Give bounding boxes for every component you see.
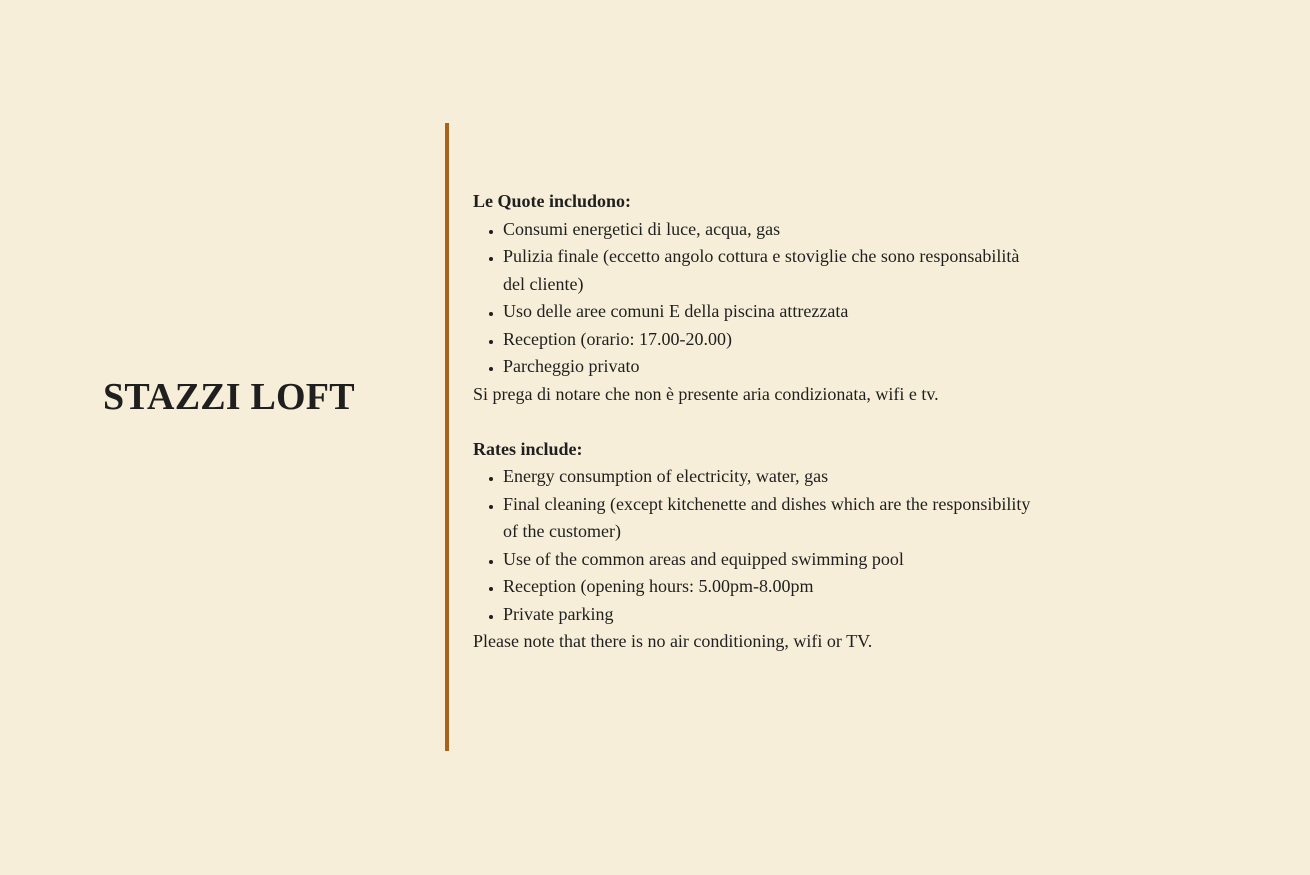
list-item: • Use of the common areas and equipped swimming pool [503, 546, 1043, 574]
english-section [473, 436, 1043, 656]
list-item: • Energy consumption of electricity, water, gas [503, 463, 1043, 491]
list-item: • Consumi energetici di luce, acqua, gas [503, 216, 1043, 244]
list-item: • Uso delle aree comuni E della piscina attrezzata [503, 298, 1043, 326]
list-item: • Reception (orario: 17.00-20.00) [503, 326, 1043, 354]
english-included-list [473, 463, 1043, 628]
list-item: • Reception (opening hours: 5.00pm-8.00pm [503, 573, 1043, 601]
italian-section [473, 188, 1043, 408]
rates-content [473, 188, 1043, 656]
list-item: • Private parking [503, 601, 1043, 629]
list-item: • Parcheggio privato [503, 353, 1043, 381]
italian-included-list [473, 216, 1043, 381]
list-item: • Final cleaning (except kitchenette and dishes which are the responsibility of the customer) [503, 491, 1043, 546]
italian-heading: Le Quote includono: [473, 191, 632, 211]
english-heading: Rates include: [473, 438, 583, 459]
italian-note: Si prega di notare che non è presente aria condizionata, wifi e tv. [473, 383, 939, 404]
list-item: • Pulizia finale (eccetto angolo cottura e stoviglie che sono responsabilità del cliente) [503, 243, 1043, 298]
english-note: Please note that there is no air conditioning, wifi or TV. [473, 631, 873, 651]
page-title: STAZZI LOFT [103, 376, 355, 418]
section-spacer [473, 408, 1043, 436]
vertical-divider [445, 123, 449, 751]
